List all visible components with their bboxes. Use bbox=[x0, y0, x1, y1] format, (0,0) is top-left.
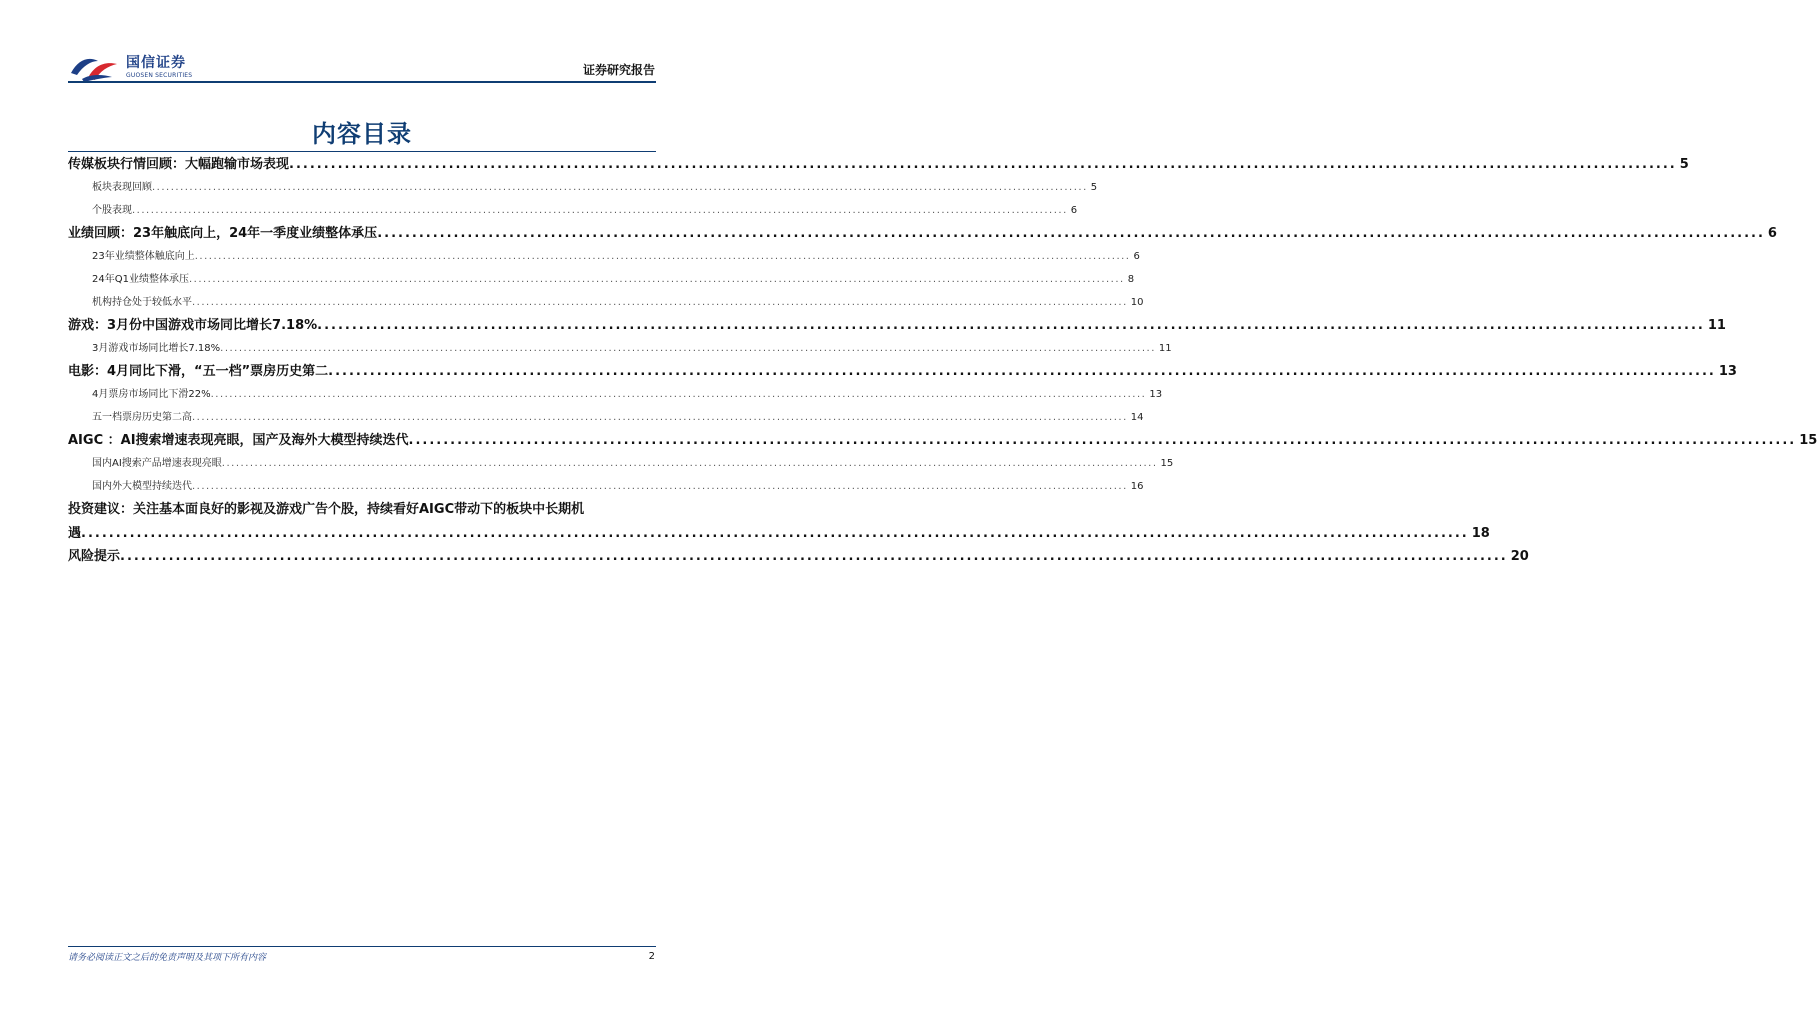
toc-entry-continuation bbox=[68, 522, 1490, 545]
toc-entry-subsection[interactable] bbox=[68, 452, 1174, 475]
report-type-label: 证券研究报告 bbox=[582, 63, 655, 77]
toc-title: 内容目录 bbox=[312, 120, 412, 148]
dot-leader: ........................................................................................................................................................................................................ bbox=[220, 343, 1156, 354]
toc-page-number: 6 bbox=[1133, 251, 1140, 262]
toc-page-number: 13 bbox=[1718, 364, 1737, 379]
disclaimer-note: 请务必阅读正文之后的免责声明及其项下所有内容 bbox=[68, 953, 267, 963]
toc-page-number: 13 bbox=[1149, 389, 1163, 400]
toc-entry-text: AIGC ：AI搜索增速表现亮眼，国产及海外大模型持续迭代 bbox=[68, 433, 409, 448]
toc-entry-wrapped[interactable] bbox=[68, 498, 1490, 545]
toc-entry-text: 24年Q1业绩整体承压 bbox=[92, 274, 189, 285]
toc-page-number: 15 bbox=[1160, 458, 1174, 469]
dot-leader: ........................................................................................................................................................................................................ bbox=[192, 412, 1128, 423]
toc-entry-text: 板块表现回顾 bbox=[92, 182, 152, 193]
toc-entry-text: 风险提示 bbox=[68, 549, 121, 564]
toc-entry-text: 五一档票房历史第二高 bbox=[92, 412, 192, 423]
toc-page-number: 11 bbox=[1707, 318, 1726, 333]
toc-page-number: 8 bbox=[1127, 274, 1135, 285]
toc-entry-text: 传媒板块行情回顾：大幅跑输市场表现 bbox=[68, 157, 290, 172]
dot-leader: ........................................................................................................................................................................................................ bbox=[377, 226, 1765, 241]
toc-entry-text: 业绩回顾：23年触底向上，24年一季度业绩整体承压 bbox=[68, 226, 378, 241]
toc-entry-text-line2: 遇 bbox=[68, 526, 82, 541]
dot-leader: ........................................................................................................................................................................................................ bbox=[188, 274, 1125, 285]
toc-page-number: 14 bbox=[1130, 412, 1144, 423]
toc-entry-subsection[interactable] bbox=[68, 475, 1144, 498]
toc-entry-subsection[interactable] bbox=[68, 245, 1140, 268]
dot-leader: ........................................................................................................................................................................................................ bbox=[152, 182, 1088, 193]
dot-leader: ........................................................................................................................................................................................................ bbox=[81, 526, 1469, 541]
toc-entry-text: 23年业绩整体触底向上 bbox=[92, 251, 195, 262]
dot-leader: ........................................................................................................................................................................................................ bbox=[192, 297, 1128, 308]
dot-leader: ........................................................................................................................................................................................................ bbox=[194, 251, 1131, 262]
toc-page-number: 11 bbox=[1158, 343, 1172, 354]
toc-page-number: 10 bbox=[1130, 297, 1144, 308]
toc-entry-subsection[interactable] bbox=[68, 199, 1078, 222]
dot-leader: ........................................................................................................................................................................................................ bbox=[408, 433, 1797, 448]
dot-leader: ........................................................................................................................................................................................................ bbox=[328, 364, 1716, 379]
toc-entry-subsection[interactable] bbox=[68, 176, 1098, 199]
table-of-contents bbox=[68, 153, 1817, 568]
toc-entry-section[interactable] bbox=[68, 153, 1689, 176]
dot-leader: ........................................................................................................................................................................................................ bbox=[120, 549, 1508, 564]
toc-entry-text: 国内AI搜索产品增速表现亮眼 bbox=[92, 458, 222, 469]
dot-leader: ........................................................................................................................................................................................................ bbox=[289, 157, 1677, 172]
toc-entry-text: 个股表现 bbox=[92, 205, 132, 216]
toc-page-number: 5 bbox=[1090, 182, 1098, 193]
toc-entry-section[interactable] bbox=[68, 222, 1777, 245]
toc-entry-text: 机构持仓处于较低水平 bbox=[92, 297, 192, 308]
toc-entry-text: 3月游戏市场同比增长7.18% bbox=[92, 343, 221, 354]
toc-entries bbox=[68, 153, 1817, 498]
guosen-logo-icon bbox=[68, 52, 120, 82]
toc-entry-subsection[interactable] bbox=[68, 337, 1172, 360]
toc-page-number: 18 bbox=[1471, 526, 1490, 541]
toc-entry-section[interactable] bbox=[68, 429, 1817, 452]
toc-entry-section[interactable] bbox=[68, 314, 1726, 337]
toc-page-number: 6 bbox=[1767, 226, 1777, 241]
toc-page-number: 5 bbox=[1679, 157, 1689, 172]
dot-leader: ........................................................................................................................................................................................................ bbox=[221, 458, 1158, 469]
toc-entry-risk[interactable] bbox=[68, 545, 1529, 568]
dot-leader: ........................................................................................................................................................................................................ bbox=[210, 389, 1147, 400]
toc-entry-text: 4月票房市场同比下滑22% bbox=[92, 389, 211, 400]
dot-leader: ........................................................................................................................................................................................................ bbox=[132, 205, 1068, 216]
toc-entry-subsection[interactable] bbox=[68, 268, 1135, 291]
guosen-logo bbox=[68, 52, 192, 82]
footer-divider bbox=[68, 946, 656, 947]
logo-chinese-name: 国信证券 bbox=[126, 54, 186, 71]
dot-leader: ........................................................................................................................................................................................................ bbox=[192, 481, 1128, 492]
toc-entry-text: 电影：4月同比下滑，“五一档”票房历史第二 bbox=[68, 364, 329, 379]
footer-page-number: 2 bbox=[648, 951, 655, 962]
toc-page-number: 15 bbox=[1799, 433, 1817, 448]
toc-page-number: 20 bbox=[1510, 549, 1529, 564]
toc-title-divider bbox=[68, 151, 656, 152]
toc-entry-section[interactable] bbox=[68, 360, 1737, 383]
header-divider bbox=[68, 81, 656, 83]
toc-entry-subsection[interactable] bbox=[68, 383, 1163, 406]
toc-entry-subsection[interactable] bbox=[68, 291, 1144, 314]
toc-entry-text-line1: 投资建议：关注基本面良好的影视及游戏广告个股，持续看好AIGC带动下的板块中长期机 bbox=[68, 502, 585, 517]
toc-page-number: 6 bbox=[1070, 205, 1078, 216]
dot-leader: ........................................................................................................................................................................................................ bbox=[317, 318, 1705, 333]
toc-entry-text: 国内外大模型持续迭代 bbox=[92, 481, 192, 492]
toc-page-number: 16 bbox=[1130, 481, 1144, 492]
logo-english-name: GUOSEN SECURITIES bbox=[126, 71, 193, 79]
toc-entry-subsection[interactable] bbox=[68, 406, 1144, 429]
toc-entry-text: 游戏：3月份中国游戏市场同比增长7.18% bbox=[68, 318, 318, 333]
logo-text bbox=[126, 56, 192, 79]
